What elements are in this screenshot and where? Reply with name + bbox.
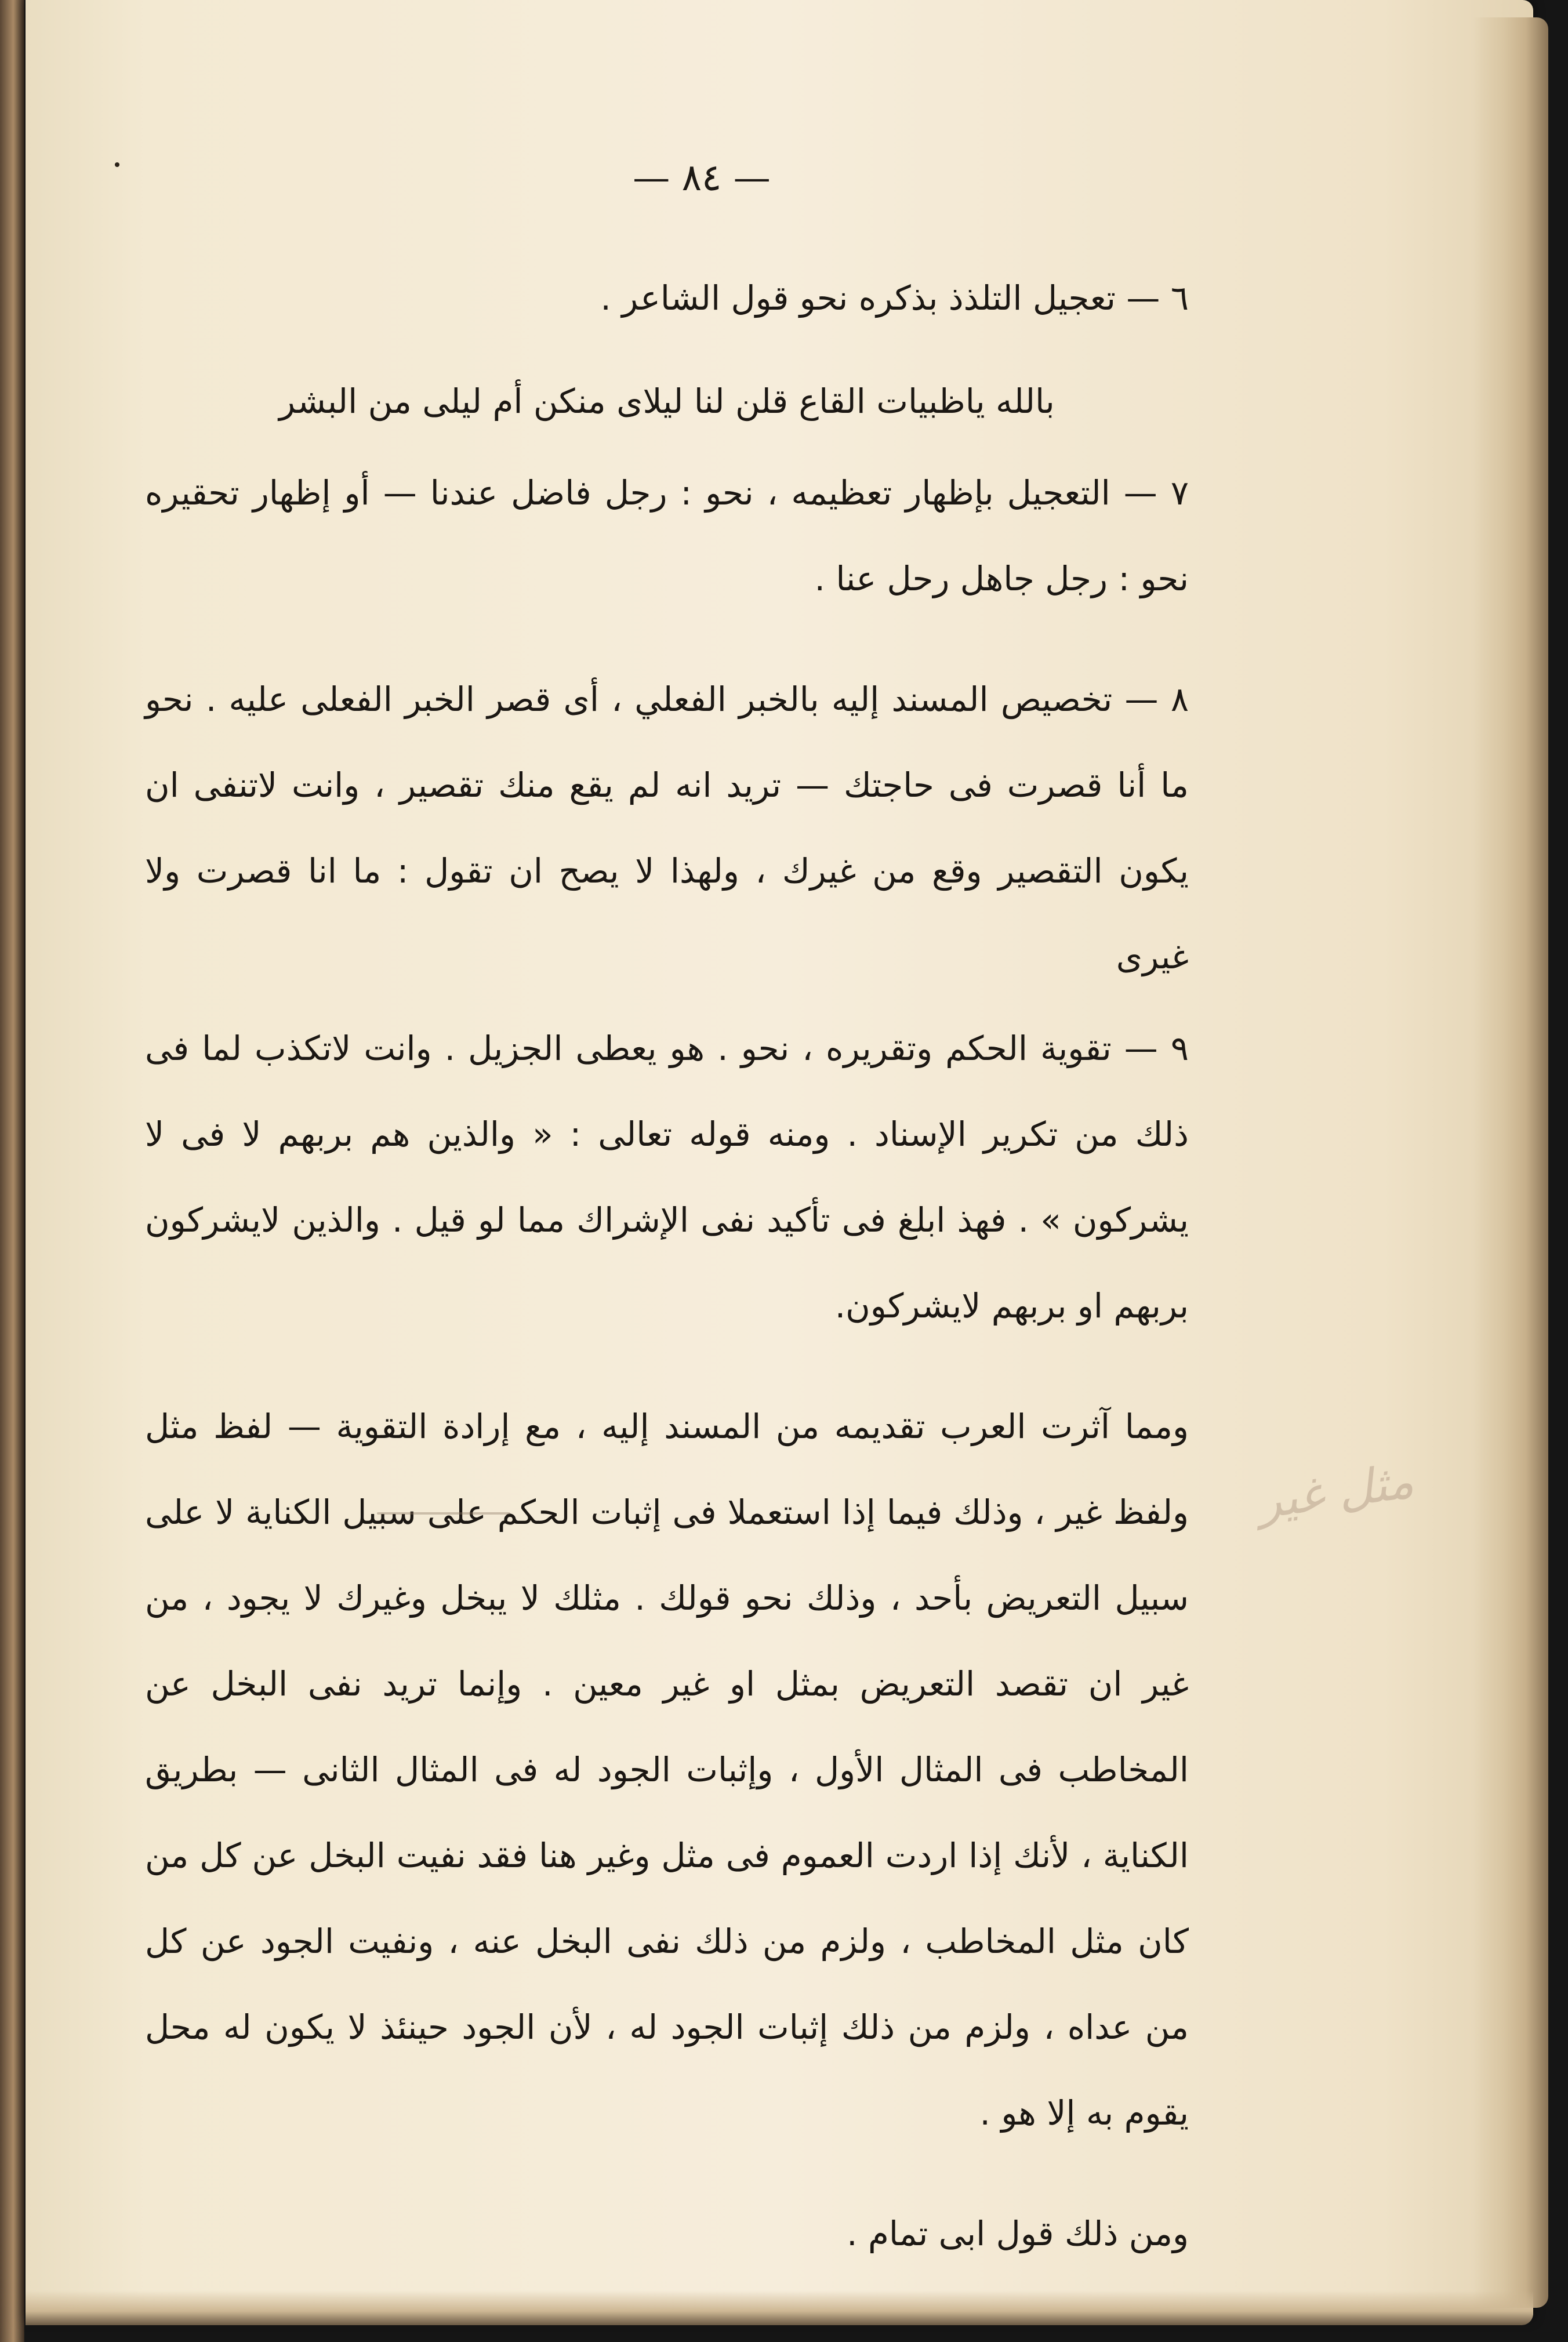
paragraph-abi-tammam: ومن ذلك قول ابى تمام . [847, 2214, 1189, 2253]
paragraph-9: ٩ — تقوية الحكم وتقريره ، نحو . هو يعطى الجزيل . وانت لاتكذب لما فى ذلك من تكرير الإسناد . ومنه قوله تعالى : « والذين هم بربهم لا فى لا يشركون » . فهذ ابلغ فى تأكيد نفى الإشراك مما لو قيل . والذين لايشركون بربهم او بربهم لايشركون. [145, 1029, 1189, 1326]
paragraph-8: ٨ — تخصيص المسند إليه بالخبر الفعلي ، أى قصر الخبر الفعلى عليه . نحو ما أنا قصرت فى حاجتك — تريد انه لم يقع منك تقصير ، وانت لاتنفى ان يكون التقصير وقع من غيرك ، ولهذا لا يصح ان تقول : ما انا قصرت ولا غيرى [145, 680, 1189, 976]
page-bottom-edge [26, 2290, 1533, 2325]
paragraph-6: ٦ — تعجيل التلذذ بذكره نحو قول الشاعر . [600, 278, 1189, 318]
page-number: — ٨٤ — [633, 157, 771, 199]
paragraph-7: ٧ — التعجيل بإظهار تعظيمه ، نحو : رجل فاضل عندنا — أو إظهار تحقيره نحو : رجل جاهل رحل عنا . [145, 473, 1189, 598]
page-stack-edge [1473, 17, 1548, 2308]
margin-handwritten-note: مثل غير [1254, 1453, 1417, 1530]
body-text [145, 255, 1189, 2276]
pencil-underline [377, 1512, 510, 1515]
poetry-verse: بالله ياظبيات القاع قلن لنا ليلاى منكن أم ليلى من البشر [279, 382, 1055, 421]
paragraph-mithl-ghayr: ومما آثرت العرب تقديمه من المسند إليه ، مع إرادة التقوية — لفظ مثل ولفظ غير ، وذلك فيما إذا استعملا فى إثبات الحكم على سبيل الكناية لا على سبيل التعريض بأحد ، وذلك نحو قولك . مثلك لا يبخل وغيرك لا يجود ، من غير ان تقصد التعريض بمثل او غير معين . وإنما تريد نفى البخل عن المخاطب فى المثال الأول ، وإثبات الجود له فى المثال الثانى — بطريق الكناية ، لأنك إذا اردت العموم فى مثل وغير هنا فقد نفيت البخل عن كل من كان مثل المخاطب ، ولزم من ذلك نفى البخل عنه ، ونفيت الجود عن كل من عداه ، ولزم من ذلك إثبات الجود له ، لأن الجود حينئذ لا يكون له محل يقوم به إلا هو . [145, 1407, 1189, 2133]
previous-page-edge [0, 0, 24, 2342]
